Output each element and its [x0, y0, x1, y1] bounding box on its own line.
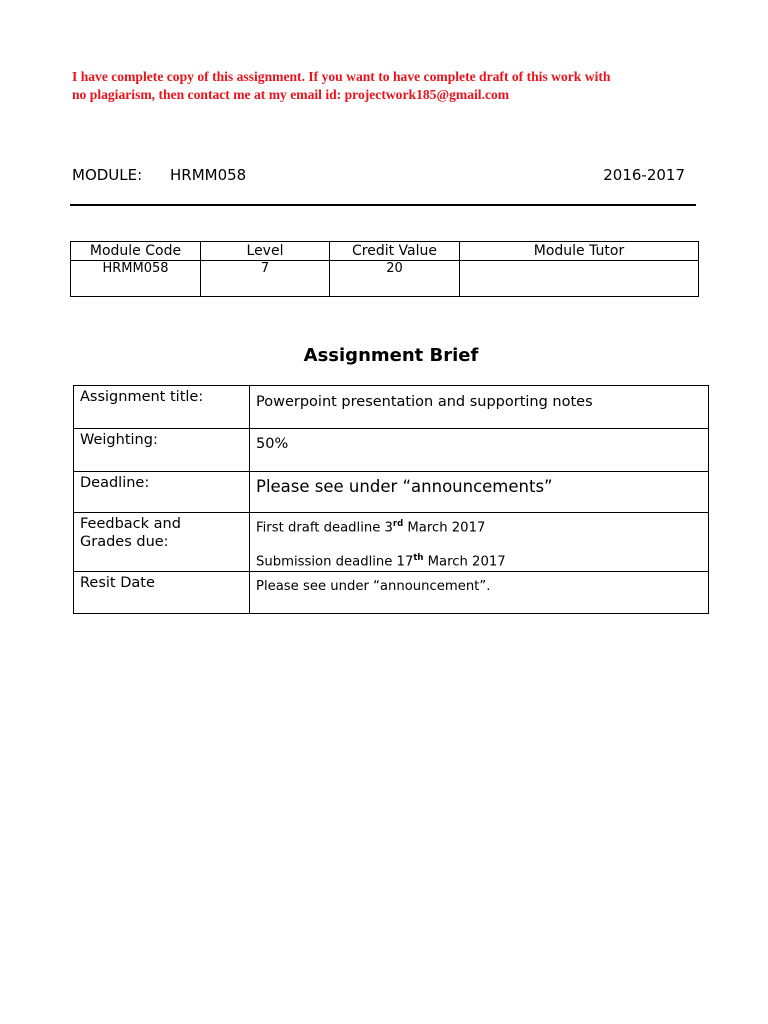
brief-row-feedback: [74, 513, 709, 572]
first-draft-suffix: rd: [392, 519, 404, 529]
first-draft-deadline: [256, 516, 708, 536]
label-assignment-title: Assignment title:: [74, 386, 250, 429]
label-resit-date: Resit Date: [74, 571, 250, 613]
header-divider: [70, 204, 696, 206]
cell-module-tutor: [460, 261, 699, 297]
value-weighting: 50%: [250, 429, 709, 472]
module-code: HRMM058: [170, 166, 247, 184]
label-feedback: [74, 513, 250, 572]
submission-suffix: th: [413, 553, 424, 564]
brief-title: Assignment Brief: [303, 345, 479, 366]
module-id: [72, 166, 246, 184]
module-table-row: [71, 261, 699, 297]
assignment-brief-table: [73, 385, 709, 614]
submission-month: March 2017: [423, 554, 506, 570]
first-draft-month: March 2017: [403, 520, 486, 536]
label-feedback-line-1: Feedback and: [80, 516, 181, 532]
notice-line-2: no plagiarism, then contact me at my email id: projectwork185@gmail.com: [72, 87, 510, 102]
module-table-header-row: [71, 242, 699, 261]
module-label: MODULE:: [72, 166, 143, 184]
label-weighting: Weighting:: [74, 429, 250, 472]
label-feedback-line-2: Grades due:: [80, 534, 169, 550]
brief-row-weighting: [74, 429, 709, 472]
cell-credit-value: 20: [330, 261, 460, 297]
module-info-table: [70, 241, 699, 297]
header-level: Level: [201, 242, 330, 261]
label-deadline: Deadline:: [74, 472, 250, 513]
submission-text: Submission deadline 17: [256, 554, 414, 570]
value-resit-date: Please see under “announcement”.: [250, 571, 709, 613]
academic-year: 2016-2017: [603, 166, 685, 184]
header-module-tutor: Module Tutor: [460, 242, 699, 261]
cell-level: 7: [201, 261, 330, 297]
brief-row-resit: [74, 571, 709, 613]
value-feedback: [250, 513, 709, 572]
first-draft-text: First draft deadline 3: [256, 520, 393, 536]
brief-row-deadline: [74, 472, 709, 513]
value-deadline: Please see under “announcements”: [250, 472, 709, 513]
submission-deadline: [256, 550, 708, 570]
notice-line-1: I have complete copy of this assignment. If you want to have complete draft of this work with: [72, 69, 611, 84]
value-assignment-title: Powerpoint presentation and supporting notes: [250, 386, 709, 429]
header-credit-value: Credit Value: [330, 242, 460, 261]
brief-row-title: [74, 386, 709, 429]
cell-module-code: HRMM058: [71, 261, 201, 297]
header-module-code: Module Code: [71, 242, 201, 261]
contact-notice: [72, 68, 712, 104]
module-header: [72, 166, 685, 184]
